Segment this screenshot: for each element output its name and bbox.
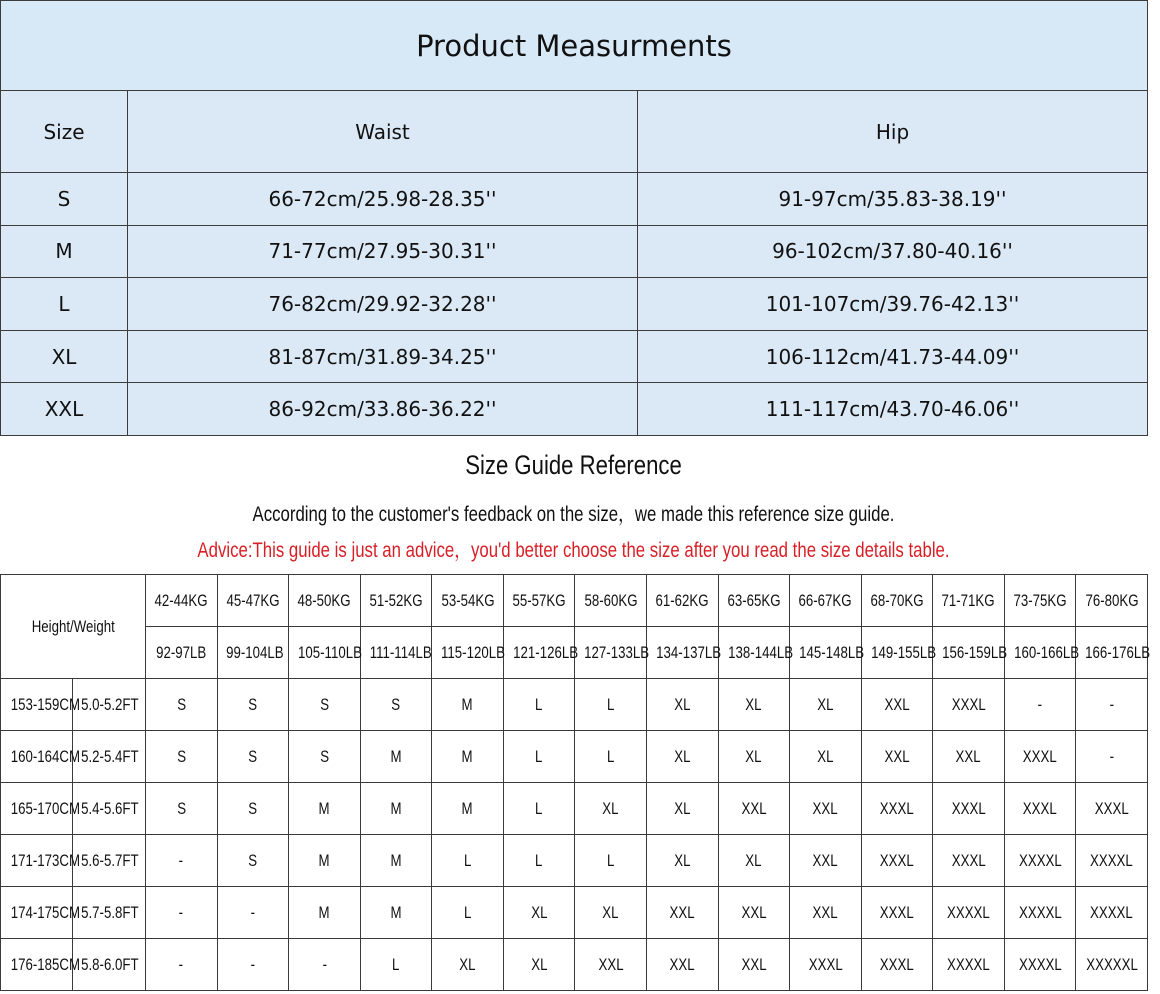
weight-kg-header-text: 61-62KG [655, 590, 709, 610]
weight-lb-header-text: 149-155LB [870, 642, 936, 662]
height-cm-cell [1, 679, 81, 731]
size-cell-text: XXXL [951, 798, 986, 818]
size-cell-text: XXXXL [947, 902, 990, 922]
size-cell-text: - [179, 954, 184, 974]
height-ft-cell-text: 5.2-5.4FT [81, 746, 139, 766]
waist-cell: 66-72cm/25.98-28.35'' [128, 172, 638, 225]
weight-kg-header [1076, 575, 1148, 627]
size-cell [217, 939, 289, 991]
weight-lb-header-text: 166-176LB [1085, 642, 1151, 662]
weight-kg-header-text: 51-52KG [369, 590, 423, 610]
size-cell-text: XXXL [879, 954, 914, 974]
size-cell-text: L [606, 850, 615, 870]
size-cell [146, 731, 218, 783]
waist-cell: 81-87cm/31.89-34.25'' [128, 330, 638, 383]
height-ft-cell [73, 731, 146, 783]
size-cell-text: L [535, 694, 543, 714]
size-cell [1076, 835, 1148, 887]
size-cell [289, 783, 361, 835]
size-cell-text: M [318, 850, 330, 870]
size-cell-text: XXL [598, 954, 624, 974]
size-cell-text: M [390, 902, 402, 922]
size-cell-text: XL [674, 694, 691, 714]
size-cell-text: XXXXL [1018, 850, 1062, 870]
height-ft-cell [73, 835, 146, 887]
size-cell [503, 731, 575, 783]
weight-lb-header-text: 99-104LB [225, 642, 284, 662]
size-cell-text: XXL [741, 954, 767, 974]
size-cell-text: L [463, 902, 472, 922]
size-cell [646, 731, 718, 783]
size-cell [1004, 679, 1076, 731]
height-ft-cell-text: 5.6-5.7FT [81, 850, 139, 870]
size-cell [432, 835, 504, 887]
size-cell-text: XXL [884, 694, 910, 714]
weight-kg-header-text: 66-67KG [798, 590, 852, 610]
height-ft-cell-text: 5.7-5.8FT [81, 902, 139, 922]
size-cell [217, 887, 289, 939]
size-cell [432, 731, 504, 783]
weight-kg-header [861, 575, 933, 627]
height-ft-cell [73, 939, 146, 991]
height-cm-cell-text: 153-159CM [10, 694, 81, 714]
size-cell [933, 731, 1005, 783]
size-cell [217, 731, 289, 783]
size-cell [646, 835, 718, 887]
height-cm-cell [1, 887, 81, 939]
size-cell-text: L [535, 850, 543, 870]
size-cell [790, 835, 862, 887]
size-cell [289, 679, 361, 731]
size-cell-text: XXXL [1023, 798, 1057, 818]
weight-lb-header-text: 111-114LB [369, 642, 432, 662]
weight-kg-header [718, 575, 790, 627]
size-cell [718, 679, 790, 731]
weight-kg-header-text: 63-65KG [727, 590, 781, 610]
height-cm-cell-text: 165-170CM [10, 798, 81, 818]
size-cell-text: S [248, 798, 258, 818]
size-cell-text: L [535, 798, 543, 818]
height-ft-cell-text: 5.4-5.6FT [81, 798, 139, 818]
size-cell-text: XXXL [1023, 746, 1057, 766]
size-cell [432, 939, 504, 991]
size-guide-subtitle: According to the customer's feedback on the size，we made this reference size guide. [252, 503, 895, 526]
size-cell [790, 731, 862, 783]
size-cell [575, 887, 647, 939]
weight-lb-header [575, 627, 650, 679]
size-cell [289, 887, 361, 939]
size-cell [1004, 939, 1076, 991]
size-cell [933, 939, 1005, 991]
size-cell [432, 679, 504, 731]
waist-cell: 71-77cm/27.95-30.31'' [128, 225, 638, 278]
size-cell-text: - [179, 850, 184, 870]
size-cell-text: XL [745, 694, 762, 714]
size-cell-text: XXL [812, 902, 838, 922]
size-cell [933, 887, 1005, 939]
hip-cell: 106-112cm/41.73-44.09'' [638, 330, 1148, 383]
size-cell [861, 679, 933, 731]
weight-kg-header [217, 575, 289, 627]
size-cell [933, 679, 1005, 731]
weight-kg-header-text: 53-54KG [440, 590, 495, 610]
size-cell [289, 835, 361, 887]
size-cell-text: - [250, 954, 256, 974]
weight-lb-header-text: 138-144LB [727, 642, 793, 662]
weight-kg-header [1004, 575, 1076, 627]
size-cell-text: XXXL [951, 850, 986, 870]
size-cell-text: XL [674, 746, 691, 766]
hip-cell: 101-107cm/39.76-42.13'' [638, 278, 1148, 331]
size-cell [503, 835, 575, 887]
weight-lb-header [360, 627, 432, 679]
size-cell-text: XXXXL [1018, 902, 1062, 922]
height-cm-cell [1, 835, 81, 887]
size-cell [360, 731, 432, 783]
size-cell-text: XL [745, 746, 762, 766]
size-cell [646, 783, 718, 835]
weight-kg-header [575, 575, 647, 627]
size-cell [1004, 835, 1076, 887]
size-cell [217, 835, 289, 887]
size-cell [575, 835, 647, 887]
weight-kg-header [289, 575, 361, 627]
hip-cell: 96-102cm/37.80-40.16'' [638, 225, 1148, 278]
size-cell [1076, 783, 1148, 835]
weight-kg-row [1, 575, 1148, 627]
measurements-title: Product Measurments [1, 1, 1148, 91]
height-ft-cell [73, 887, 146, 939]
size-cell-text: XXXXL [1090, 902, 1133, 922]
size-cell [1004, 783, 1076, 835]
weight-lb-header-text: 92-97LB [156, 642, 207, 662]
weight-lb-header-text: 121-126LB [512, 642, 578, 662]
size-cell [861, 783, 933, 835]
size-guide-advice: Advice:This guide is just an advice，you'd better choose the size after you read the size details table. [197, 539, 950, 562]
size-cell [289, 731, 361, 783]
size-cell-text: XL [674, 850, 691, 870]
size-cell-text: XXXXXL [1085, 954, 1138, 974]
weight-lb-header-text: 160-166LB [1013, 642, 1079, 662]
size-cell-text: S [248, 746, 258, 766]
size-cell [146, 939, 218, 991]
size-cell [432, 783, 504, 835]
size-cell-text: XXXL [951, 694, 986, 714]
size-cell [432, 887, 504, 939]
weight-kg-header-text: 45-47KG [226, 590, 280, 610]
size-cell-text: XXXXL [947, 954, 990, 974]
weight-lb-header [503, 627, 578, 679]
weight-lb-header [718, 627, 793, 679]
weight-lb-header-text: 134-137LB [656, 642, 721, 662]
size-cell [360, 939, 432, 991]
size-cell-text: XL [674, 798, 691, 818]
size-cell [360, 679, 432, 731]
col-header-size: Size [1, 91, 128, 173]
height-weight-label-text: Height/Weight [31, 616, 115, 636]
size-cell [503, 887, 575, 939]
size-cell [790, 887, 862, 939]
size-cell-text: S [319, 746, 329, 766]
weight-kg-header-text: 55-57KG [512, 590, 566, 610]
size-cell [790, 939, 862, 991]
weight-lb-header-text: 145-148LB [799, 642, 865, 662]
size-cell-text: XXL [669, 954, 695, 974]
height-cm-cell-text: 171-173CM [10, 850, 81, 870]
weight-kg-header [146, 575, 218, 627]
size-cell-text: - [1109, 746, 1114, 766]
size-cell [289, 939, 361, 991]
size-cell-text: L [606, 694, 615, 714]
table-row [1, 330, 1148, 383]
height-ft-cell [73, 679, 146, 731]
weight-lb-header [646, 627, 721, 679]
weight-kg-header-text: 58-60KG [584, 590, 638, 610]
weight-lb-header-text: 105-110LB [298, 642, 363, 662]
size-cell-text: M [390, 798, 402, 818]
size-cell-text: S [176, 694, 186, 714]
size-cell-text: M [390, 746, 402, 766]
size-cell [718, 731, 790, 783]
height-cm-cell-text: 174-175CM [10, 902, 81, 922]
size-cell [360, 835, 432, 887]
size-cell [861, 939, 933, 991]
size-cell-text: - [1109, 694, 1114, 714]
height-ft-cell [73, 783, 146, 835]
weight-lb-header [790, 627, 865, 679]
size-cell-text: S [176, 798, 186, 818]
size-cell [503, 679, 575, 731]
height-cm-cell [1, 731, 81, 783]
size-cell: M [1, 225, 128, 278]
size-guide-header [0, 436, 1147, 574]
weight-kg-header [933, 575, 1005, 627]
size-cell-text: XL [459, 954, 476, 974]
size-cell [146, 783, 218, 835]
waist-cell: 86-92cm/33.86-36.22'' [128, 383, 638, 436]
size-cell [360, 887, 432, 939]
size-cell-text: XL [530, 902, 548, 922]
size-cell [861, 887, 933, 939]
size-cell-text: S [248, 850, 258, 870]
height-ft-cell-text: 5.8-6.0FT [81, 954, 139, 974]
size-cell-text: L [606, 746, 615, 766]
table-row [1, 887, 1148, 939]
size-cell [575, 939, 647, 991]
weight-kg-header [503, 575, 575, 627]
size-cell-text: - [322, 954, 327, 974]
weight-lb-row [1, 627, 1148, 679]
weight-lb-header-text: 127-133LB [584, 642, 650, 662]
weight-kg-header [432, 575, 504, 627]
size-cell-text: M [461, 694, 474, 714]
size-cell [861, 835, 933, 887]
table-row [1, 679, 1148, 731]
size-cell-text: XXL [884, 746, 910, 766]
size-cell [503, 939, 575, 991]
size-cell [575, 731, 647, 783]
size-cell-text: L [392, 954, 400, 974]
weight-kg-header [646, 575, 718, 627]
size-cell-text: XL [530, 954, 548, 974]
weight-lb-header-text: 156-159LB [942, 642, 1008, 662]
weight-lb-header [217, 627, 289, 679]
size-cell-text: XXXL [879, 798, 914, 818]
size-cell: S [1, 172, 128, 225]
size-cell [790, 783, 862, 835]
size-cell-text: XL [602, 902, 619, 922]
size-cell-text: XXL [741, 902, 767, 922]
size-cell-text: L [463, 850, 472, 870]
size-cell [146, 679, 218, 731]
size-cell [718, 939, 790, 991]
size-cell [718, 783, 790, 835]
size-cell [646, 939, 718, 991]
weight-kg-header-text: 73-75KG [1013, 590, 1067, 610]
height-cm-cell-text: 176-185CM [10, 954, 81, 974]
size-cell-text: M [390, 850, 402, 870]
size-cell [1076, 939, 1148, 991]
size-cell: XL [1, 330, 128, 383]
size-cell-text: XXXL [1094, 798, 1129, 818]
size-cell-text: XXXL [808, 954, 843, 974]
weight-lb-header [289, 627, 361, 679]
size-cell-text: XL [817, 694, 834, 714]
table-row [1, 278, 1148, 331]
size-cell [646, 679, 718, 731]
size-cell [575, 783, 647, 835]
size-cell-text: M [318, 902, 330, 922]
size-cell-text: - [179, 902, 184, 922]
height-cm-cell [1, 939, 81, 991]
size-cell-text: XXL [955, 746, 981, 766]
size-cell [1076, 731, 1148, 783]
height-cm-cell [1, 783, 81, 835]
size-cell-text: XXL [812, 850, 838, 870]
weight-lb-header [432, 627, 504, 679]
weight-lb-header [1076, 627, 1151, 679]
weight-lb-header-text: 115-120LB [441, 642, 506, 662]
size-cell-text: XL [602, 798, 619, 818]
size-cell-text: M [461, 746, 474, 766]
weight-lb-header [933, 627, 1008, 679]
hip-cell: 111-117cm/43.70-46.06'' [638, 383, 1148, 436]
weight-kg-header-text: 76-80KG [1085, 590, 1139, 610]
size-cell: XXL [1, 383, 128, 436]
size-cell: L [1, 278, 128, 331]
size-guide-table [0, 574, 1151, 991]
hip-cell: 91-97cm/35.83-38.19'' [638, 172, 1148, 225]
size-cell-text: - [250, 902, 256, 922]
size-cell-text: XXXXL [1018, 954, 1062, 974]
size-cell [718, 887, 790, 939]
weight-kg-header-text: 71-71KG [941, 590, 995, 610]
weight-lb-header [146, 627, 218, 679]
size-cell [146, 835, 218, 887]
size-cell-text: L [535, 746, 543, 766]
table-row [1, 783, 1148, 835]
size-cell [718, 835, 790, 887]
height-cm-cell-text: 160-164CM [10, 746, 81, 766]
size-cell-text: M [461, 798, 474, 818]
size-cell [1076, 887, 1148, 939]
table-row [1, 939, 1148, 991]
table-row [1, 383, 1148, 436]
size-cell [1004, 887, 1076, 939]
size-cell [503, 783, 575, 835]
size-cell-text: S [176, 746, 186, 766]
size-cell [933, 783, 1005, 835]
size-cell-text: S [391, 694, 401, 714]
height-ft-cell-text: 5.0-5.2FT [81, 694, 139, 714]
size-cell-text: S [319, 694, 329, 714]
size-cell-text: XXL [741, 798, 767, 818]
col-header-waist: Waist [128, 91, 638, 173]
table-row [1, 835, 1148, 887]
size-cell-text: XXL [812, 798, 838, 818]
height-weight-label [1, 575, 146, 679]
product-measurements-table [0, 0, 1148, 436]
size-cell-text: XL [817, 746, 834, 766]
size-cell [360, 783, 432, 835]
size-cell [933, 835, 1005, 887]
size-cell-text: M [318, 798, 330, 818]
size-cell [217, 783, 289, 835]
weight-kg-header [360, 575, 432, 627]
weight-kg-header-text: 42-44KG [154, 590, 208, 610]
size-guide-title: Size Guide Reference [465, 450, 682, 480]
size-cell [217, 679, 289, 731]
table-row [1, 225, 1148, 278]
size-cell-text: XXXXL [1090, 850, 1133, 870]
size-cell [646, 887, 718, 939]
size-cell [575, 679, 647, 731]
weight-kg-header-text: 68-70KG [870, 590, 924, 610]
size-cell [861, 731, 933, 783]
size-cell-text: - [1037, 694, 1043, 714]
size-cell [1076, 679, 1148, 731]
size-cell [146, 887, 218, 939]
col-header-hip: Hip [638, 91, 1148, 173]
size-cell-text: XL [745, 850, 762, 870]
weight-kg-header-text: 48-50KG [297, 590, 351, 610]
table-row [1, 172, 1148, 225]
size-cell [790, 679, 862, 731]
size-cell-text: XXXL [879, 902, 914, 922]
waist-cell: 76-82cm/29.92-32.28'' [128, 278, 638, 331]
weight-lb-header [861, 627, 936, 679]
size-cell-text: XXXL [879, 850, 914, 870]
size-cell-text: S [248, 694, 258, 714]
size-cell [1004, 731, 1076, 783]
weight-kg-header [790, 575, 862, 627]
weight-lb-header [1004, 627, 1079, 679]
table-row [1, 731, 1148, 783]
size-cell-text: XXL [669, 902, 695, 922]
